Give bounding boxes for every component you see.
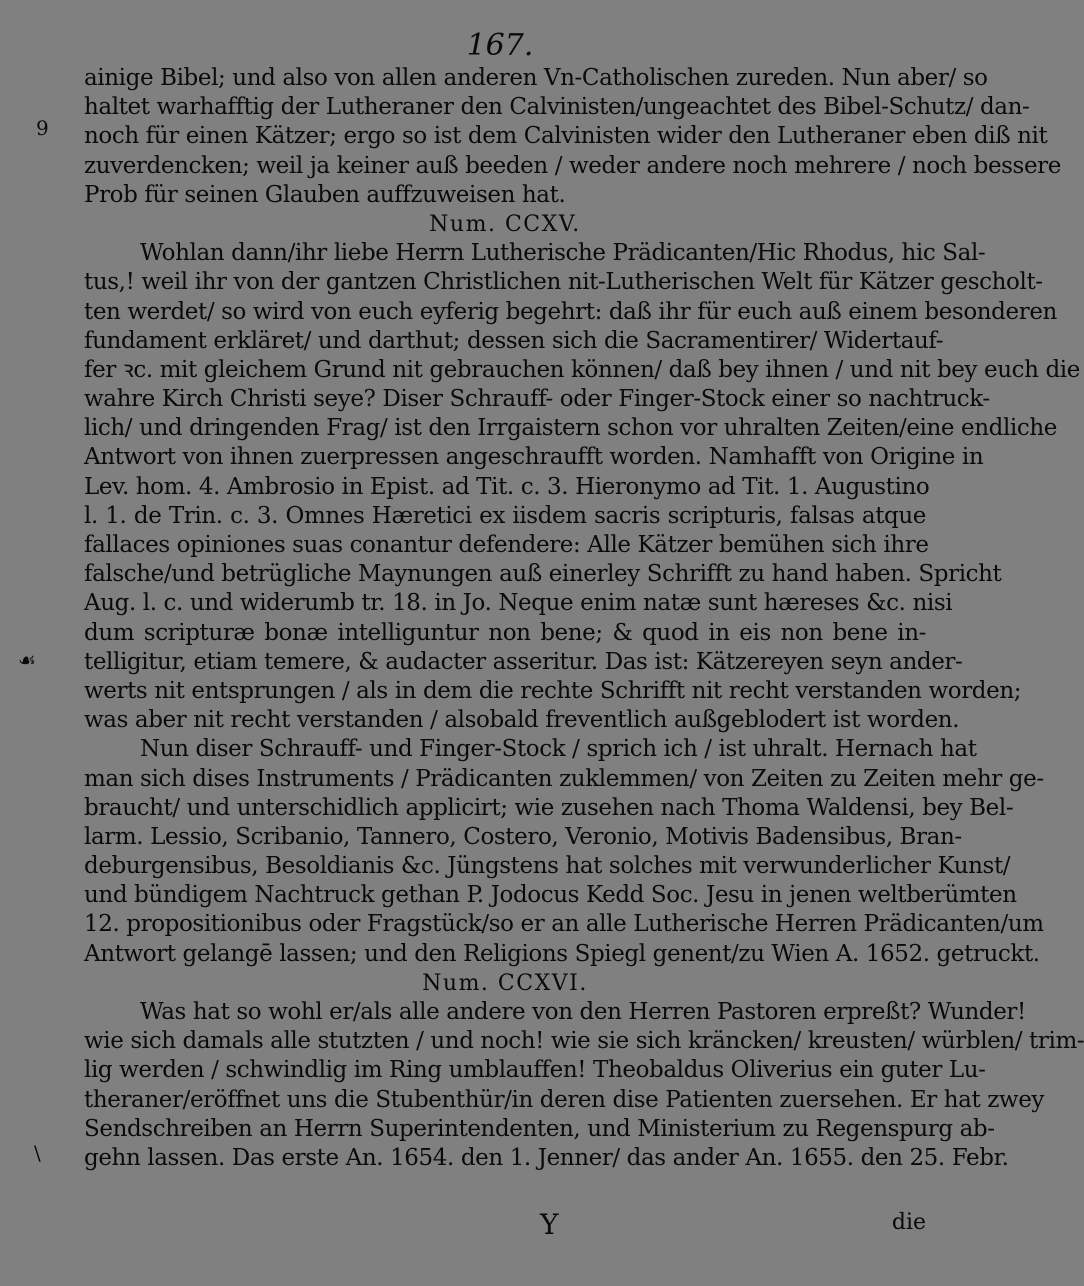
text-line: Lev. hom. 4. Ambrosio in Epist. ad Tit. c. 3. Hieronymo ad Tit. 1. Augustino [84,473,930,500]
text-line: wahre Kirch Christi seye? Diser Schrauff- oder Finger-Stock einer so nachtruck- [84,386,990,413]
text-line: ainige Bibel; und also von allen anderen Vn-Catholischen zureden. Nun aber/ so [84,65,988,91]
text-line: Wohlan dann/ihr liebe Herrn Lutherische Prädicanten/Hic Rhodus, hic Sal- [140,240,986,267]
text-line: ten werdet/ so wird von euch eyferig begehrt: daß ihr für euch auß einem besonderen [84,298,1057,325]
text-line: lich/ und dringenden Frag/ ist den Irrgaistern schon vor uhralten Zeiten/eine endliche [84,415,1057,442]
text-line: und bündigem Nachtruck gethan P. Jodocus Kedd Soc. Jesu in jenen weltberümten [84,882,1017,909]
text-line: Aug. l. c. und widerumb tr. 18. in Jo. Neque enim natæ sunt hæreses &c. nisi [84,590,953,617]
page-number: 167. [466,28,534,63]
text-line: Sendschreiben an Herrn Superintendenten, und Ministerium zu Regenspurg ab- [84,1115,995,1142]
text-line: larm. Lessio, Scribanio, Tannero, Costero, Veronio, Motivis Badensibus, Bran- [84,823,962,850]
section-heading: Num. CCXVI. [422,970,588,996]
text-line: werts nit entsprungen / als in dem die rechte Schrifft nit recht verstanden worden; [84,677,1022,704]
catchword: die [891,1210,926,1235]
text-line: 12. propositionibus oder Fragstück/so er an alle Lutherische Herren Prädicanten/um [84,911,1044,938]
text-line: fer ꝛc. mit gleichem Grund nit gebrauchen können/ daß bey ihnen / und nit bey euch die [84,356,1080,383]
margin-mark-middle: ☙ [18,648,36,672]
text-line: noch für einen Kätzer; ergo so ist dem Calvinisten wider den Lutheraner eben diß nit [84,123,1048,150]
text-line: Antwort gelangē lassen; und den Religions Spiegl genent/zu Wien A. 1652. getruckt. [84,940,1040,967]
text-line: theraner/eröffnet uns die Stubenthür/in deren dise Patienten zuersehen. Er hat zwey [84,1086,1045,1113]
margin-mark-bottom: \ [34,1141,41,1165]
text-line: deburgensibus, Besoldianis &c. Jüngstens hat solches mit verwunderlicher Kunst/ [84,853,1011,880]
text-line: fallaces opiniones suas conantur defendere: Alle Kätzer bemühen sich ihre [84,532,929,558]
body-text [84,64,1084,1173]
text-line: tus,! weil ihr von der gantzen Christlichen nit-Lutherischen Welt für Kätzer gescholt- [84,269,1043,296]
signature-mark: Y [540,1208,559,1241]
text-line: wie sich damals alle stutzten / und noch! wie sie sich kräncken/ kreusten/ würblen/ trim- [84,1028,1084,1055]
text-line: falsche/und betrügliche Maynungen auß einerley Schrifft zu hand haben. Spricht [84,561,1002,588]
margin-mark-top: 9 [36,116,49,140]
text-line: zuverdencken; weil ja keiner auß beeden / weder andere noch mehrere / noch bessere [84,152,1061,179]
text-line: lig werden / schwindlig im Ring umblauffen! Theobaldus Oliverius ein guter Lu- [84,1057,986,1084]
text-line: Nun diser Schrauff- und Finger-Stock / sprich ich / ist uhralt. Hernach hat [140,736,977,763]
text-line: dum scripturæ bonæ intelliguntur non bene; & quod in eis non bene in- [84,619,926,646]
text-line: haltet warhafftig der Lutheraner den Calvinisten/ungeachtet des Bibel-Schutz/ dan- [84,94,1030,121]
text-line: fundament erkläret/ und darthut; dessen sich die Sacramentirer/ Widertauf- [84,327,944,354]
text-line: was aber nit recht verstanden / alsobald freventlich außgeblodert ist worden. [84,707,960,734]
text-line: l. 1. de Trin. c. 3. Omnes Hæretici ex iisdem sacris scripturis, falsas atque [84,502,926,529]
text-line: braucht/ und unterschidlich applicirt; wie zusehen nach Thoma Waldensi, bey Bel- [84,794,1014,821]
text-line: gehn lassen. Das erste An. 1654. den 1. Jenner/ das ander An. 1655. den 25. Febr. [84,1144,1009,1171]
text-line: telligitur, etiam temere, & audacter asseritur. Das ist: Kätzereyen seyn ander- [84,648,963,675]
text-line: Antwort von ihnen zuerpressen angeschraufft worden. Namhafft von Origine in [84,444,984,471]
section-heading: Num. CCXV. [429,211,581,237]
text-line: man sich dises Instruments / Prädicanten zuklemmen/ von Zeiten zu Zeiten mehr ge- [84,765,1044,792]
text-line: Was hat so wohl er/als alle andere von den Herren Pastoren erpreßt? Wunder! [140,999,1026,1025]
page-footer [84,1208,926,1242]
text-line: Prob für seinen Glauben auffzuweisen hat. [84,181,566,208]
